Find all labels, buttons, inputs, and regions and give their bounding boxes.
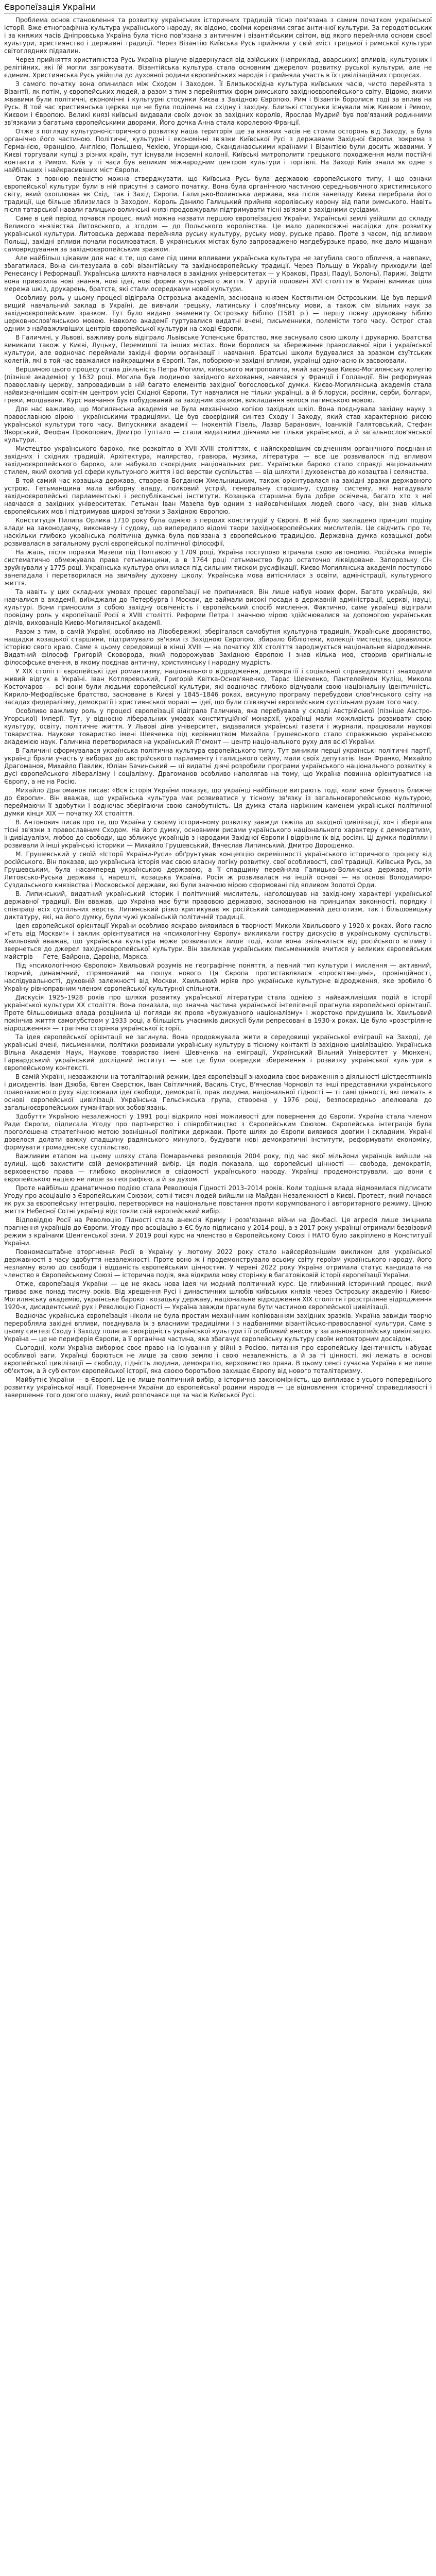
article-paragraph: Повномасштабне вторгнення Росії в Україну у лютому 2022 року стало найсерйознішим викликом для української державності з часу здобуття незалежності. Проте воно ж і продемонструвало всьому світу героїзм українського народу, його незламну волю до свободи і відданість європейським цінностям. У червні 2022 року Україна отримала статус кандидата на членство в Європейському Союзі — історична подія, яка відкрила нову сторінку в багатовіковій історії європеїзації України. bbox=[4, 1248, 432, 1279]
article-paragraph: На жаль, після поразки Мазепи під Полтавою у 1709 році, Україна поступово втрачала свою автономію. Російська імперія систематично обмежувала права гетьманщини, а в 1764 році гетьманство було остаточно ліквідоване. Запорозьку Січ зруйнували у 1775 році. Українська культура опинилася під сильним тиском русифікації. Києво-Могилянська академія поступово занепадала і перетворилася на звичайну духовну школу. Українська мова витіснялася з освіти, адміністрації, культурного життя. bbox=[4, 549, 432, 587]
article-paragraph: В той самий час козацька держава, створена Богданом Хмельницьким, також орієнтувалася на західні зразки державного устрою. Гетьманщина мала виборну владу, полковий устрій, генеральну старшину, судову систему, які нагадували західноєвропейські парламентські і республіканські інститути. Козацька старшина була добре освічена, багато хто з неї навчався в західних університетах. Гетьман Іван Мазепа був одним з найосвіченіших людей свого часу, він знав кілька європейських мов і підтримував широкі зв'язки з Західною Європою. bbox=[4, 477, 432, 515]
article-paragraph: Саме в цей період почався процес, який можна назвати першою європеїзацією України. Українські землі увійшли до складу Великого князівства Литовського, а згодом — до Польського королівства. Це мало далекосяжні наслідки для розвитку української культури. Литовська держава перейняла руську культуру, руську мову, руське право. Проте з часом, під впливом Польщі, західні впливи почали посилюватися. В українських містах було запроваджено магдебурзьке право, яке дало міщанам самоврядування за західноєвропейським зразком. bbox=[4, 215, 432, 253]
article-paragraph: Мистецтво українського бароко, яке розквітло в XVII–XVIII століттях, є найяскравішим свідченням органічного поєднання західних і східних традицій. Архітектура, малярство, гравюра, музика, література — все це розвивалося під впливом західноєвропейського бароко, але набувало своєрідних національних рис. Українське бароко стало справді національним стилем, який охопив усі сфери культурного життя і всі верстви суспільства — від шляхти і духовенства до козацтва і селянства. bbox=[4, 445, 432, 476]
article-paragraph: Особливу роль у цьому процесі відіграла Острозька академія, заснована князем Костянтином Острозьким. Це був перший вищий навчальний заклад в Україні, де вивчали грецьку, латинську і слов'янську мови, а також сім вільних наук за західноєвропейським зразком. Тут було видано знамениту Острозьку Біблію (1581 р.) — першу повну друковану Біблію церковнослов'янською мовою. Навколо академії гуртувалися видатні вчені, письменники, полемісти того часу. Острог став одним з найважливіших центрів європейської культури на сході Європи. bbox=[4, 294, 432, 332]
article-title: Європеїзація України bbox=[4, 2, 432, 14]
article-paragraph: Сьогодні, коли Україна виборює своє право на існування у війні з Росією, питання про європейську ідентичність набуває особливої ваги. Українці борються не лише за свою землю і свою незалежність, а й за ті цінності, які лежать в основі європейської цивілізації — свободу, гідність людини, демократію, верховенство права. В цьому сенсі сучасна Україна є не лише об'єктом, а й суб'єктом європейської історії, яка своєю боротьбою захищає Європу від нового тоталітаризму. bbox=[4, 1344, 432, 1375]
article-paragraph: Здобуття Україною незалежності у 1991 році відкрило нові можливості для повернення до Європи. Україна стала членом Ради Європи, підписала Угоду про партнерство і співробітництво з Європейським Союзом. Європейська інтеграція була проголошена стратегічною метою зовнішньої політики держави. Проте шлях до Європи виявився довгим і складним. Україні довелося долати важку спадщину радянського минулого, будувати нові демократичні інститути, реформувати економіку, формувати громадянське суспільство. bbox=[4, 1113, 432, 1151]
article-paragraph: Але найбільш цікавим для нас є те, що саме під цими впливами українська культура не загубила свого обличчя, а навпаки, збагатилася. Вона синтезувала в собі візантійську та західноєвропейську традиції. Через Польщу в Україну приходили ідеї Ренесансу і Реформації. Українська шляхта навчалася в західних університетах — у Кракові, Празі, Падуї, Болоньї, Парижі. Звідти вона привозила нові знання, нові ідеї, нові форми культурного життя. У другій половині XVI століття в Україні виникає ціла мережа шкіл, друкарень, братств, які стали осередками нової культури. bbox=[4, 255, 432, 293]
article-paragraph: В. Антонович писав про те, що Україна у своєму історичному розвитку завжди тяжіла до західної цивілізації, хоч і зберігала тісні зв'язки з православним Сходом. На його думку, основними рисами українського національного характеру є демократизм, індивідуалізм, любов до свободи, що зближує українців з народами Західної Європи і відрізняє їх від росіян. Ці думки поділяли і розвивали й інші українські історики — Михайло Грушевський, Вячеслав Липинський, Дмитро Дорошенко. bbox=[4, 819, 432, 849]
article-paragraph: Через прийняття християнства Русь-Україна рішуче відвернулася від азійських (наприклад, аварських) впливів, культурних і релігійних, які їй могли загрожувати. Візантійська культура стала основним джерелом розвитку руської культури, але не єдиним. Християнська Русь увійшла до духовної родини європейських народів і прийняла участь в їх цивілізаційних процесах. bbox=[4, 56, 432, 79]
article-paragraph: Майбутнє України — в Європі. Це не лише політичний вибір, а історична закономірність, що випливає з усього попереднього розвитку української нації. Повернення України до європейської родини народів — це відновлення історичної справедливості і завершення того довгого шляху, який розпочався ще за часів Київської Русі. bbox=[4, 1376, 432, 1399]
article-paragraph: З самого початку вона опинилася між Сходом і Заходом. Її Близькосхідна культура київських часів, чисто перейнята з Візантії, як потім, у європейських людей, а разом з тим з перейнятих форм римського західноєвропейського світу. Відомо, якими жвавими були політичні, економічні і культурні стосунки Києва з Західною Європою. Рим і Візантія боролися тоді за вплив на Русь. В той час християнська церква ще не була поділена на східну і західну. Близькі стосунки існували між Києвом і Римом, Києвом і Європою. Великі князі київські видавали своїх дочок за західних королів, Ярослав Мудрий був пов'язаний родинними зв'язками з багатьма європейськими дворами. Його дочка Анна стала королевою Франції. bbox=[4, 80, 432, 126]
article-paragraph: Конституція Пилипа Орлика 1710 року була однією з перших конституцій у Європі. В ній було закладено принцип поділу влади на законодавчу, виконавчу і судову, що випередило відомі твори західноєвропейських мислителів. Це свідчить про те, наскільки глибоко українська політична думка була пов'язана з європейською традицією. Державна думка козацької доби розвивалася в загальному руслі європейської політичної філософії. bbox=[4, 517, 432, 547]
article-paragraph: Проте найбільш драматичною подією стала Революція Гідності 2013–2014 років. Коли тодішня влада відмовилася підписати Угоду про асоціацію з Європейським Союзом, сотні тисяч людей вийшли на Майдан Незалежності в Києві. Протест, який почався як рух за європейську інтеграцію, перетворився на національне повстання проти корумпованого і авторитарного режиму. Ціною життя Небесної Сотні українці відстояли свій європейський вибір. bbox=[4, 1184, 432, 1215]
article-paragraph: Та навіть у цих складних умовах процес європеїзації не припинився. Він лише набув нових форм. Багато українців, які навчалися в академії, виїжджали до Петербурга і Москви, де займали високі посади в державній адміністрації, церкві, науці, культурі. Вони приносили з собою західну освіченість і європейський спосіб мислення. Фактично, саме українці відіграли провідну роль у європеїзації Росії в XVIII столітті. Реформи Петра I значною мірою здійснювалися за допомогою українських діячів, вихованців Києво-Могилянської академії. bbox=[4, 588, 432, 626]
article-paragraph: Та ідея європейської орієнтації не загинула. Вона продовжувала жити в середовищі української еміграції на Заході, де українські вчені, письменники, політики розвивали українську культуру в тісному контакті із західною цивілізацією. Українська Вільна Академія Наук, Наукове товариство імені Шевченка на еміграції, Український Вільний Університет у Мюнхені, Гарвардський український дослідний інститут — все це були осередки збереження і розвитку української культури в європейському контексті. bbox=[4, 1033, 432, 1072]
article-paragraph: Вершиною цього процесу стала діяльність Петра Могили, київського митрополита, який заснував Києво-Могилянську колегію (пізніше академію) у 1632 році. Могила був людиною західного виховання, навчався у Франції і Голландії. Він реформував православну церкву, запровадивши в ній багато елементів західної богословської думки. Києво-Могилянська академія стала найвизначнішим освітнім центром усієї Східної Європи. Тут навчалися не тільки українці, а й білоруси, росіяни, серби, болгари, греки, молдавани. Курс навчання був побудований за західним зразком, викладання велося латинською мовою. bbox=[4, 366, 432, 404]
article-paragraph: Важливим етапом на цьому шляху стала Помаранчева революція 2004 року, під час якої мільйони українців вийшли на вулиці, щоб захистити свій демократичний вибір. Ця подія показала, що європейські цінності — свобода, демократія, верховенство права — глибоко вкорінилися в свідомості українського народу. Українці продемонстрували, що вони є європейською нацією не лише за географією, а й за духом. bbox=[4, 1153, 432, 1183]
article-paragraph: У XIX столітті європейські ідеї романтизму, національного відродження, демократії і соціальної справедливості знаходили живий відгук в Україні. Іван Котляревський, Григорій Квітка-Основ'яненко, Тарас Шевченко, Пантелеймон Куліш, Микола Костомаров — всі вони були людьми європейської культури, які водночас глибоко відчували свою національну ідентичність. Кирило-Мефодіївське братство, засноване в Києві у 1845–1846 роках, висунуло програму перебудови слов'янського світу на засадах федералізму, демократії і християнської моралі — ідеї, що були співзвучні європейським суспільним рухам того часу. bbox=[4, 668, 432, 706]
article-paragraph: Особливо важливу роль у процесі європеїзації відіграла Галичина, яка перебувала у складі Австрійської (пізніше Австро-Угорської) імперії. Тут, у відносно ліберальних умовах конституційної монархії, українці мали можливість розвивати свою культуру, освіту, політичне життя. У Львові діяв університет, видавалися українські газети і журнали, працювали наукові товариства. Наукове товариство імені Шевченка під керівництвом Михайла Грушевського стало справжньою українською академією наук. Галичина перетворилася на український П'ємонт — центр національного руху для всієї України. bbox=[4, 707, 432, 745]
article-paragraph: В Галичині сформувалася українська політична культура європейського типу. Тут виникли перші українські політичні партії, українці брали участь у виборах до австрійського парламенту і галицького сейму, мали своїх депутатів. Іван Франко, Михайло Драгоманов, Михайло Павлик, Юліан Бачинський — ці видатні діячі розробили програми українського національного розвитку в дусі європейського лібералізму і соціалізму. Драгоманов особливо наполягав на тому, що Україна повинна орієнтуватися на Європу, а не на Росію. bbox=[4, 747, 432, 785]
article-paragraph: В самій Україні, незважаючи на тоталітарний режим, ідея європеїзації знаходила своє вираження в діяльності шістдесятників і дисидентів. Іван Дзюба, Євген Сверстюк, Іван Світличний, Василь Стус, В'ячеслав Чорновіл та інші представники українського правозахисного руху відстоювали ідеї свободи, демократії, прав людини, національної гідності — ті самі цінності, які лежать в основі європейської цивілізації. Українська Гельсінкська група, створена у 1976 році, безпосередньо апелювала до загальноєвропейських гуманітарних зобов'язань. bbox=[4, 1073, 432, 1111]
article-paragraph: Разом з тим, в самій Україні, особливо на Лівобережжі, зберігалася самобутня культурна традиція. Українське дворянство, нащадки козацької старшини, підтримувало зв'язки із Західною Європою, збирало бібліотеки, колекції мистецтва, цікавилося історією свого краю. Саме в цьому середовищі в кінці XVIII — на початку XIX століття зароджується національне відродження. Видатний філософ Григорій Сковорода, який подорожував Західною Європою і знав кілька мов, створив оригінальне філософське вчення, в якому поєднав античну, християнську і народну мудрість. bbox=[4, 628, 432, 666]
article-paragraph: Під «психологічною Європою» Хвильовий розумів не географічне поняття, а певний тип культури і мислення — активний, творчий, динамічний, спрямований на пошук нового. Ця Європа протиставлялася «просвітянщині», провінційності, наслідувальності, духовній залежності від Москви. Хвильовий мріяв про українське культурне відродження, яке зробило б Україну рівноправним членом європейської культурної спільноти. bbox=[4, 962, 432, 992]
article-paragraph: Отже, європеїзація України — це не якась нова ідея чи модний політичний курс. Це глибинний історичний процес, який триває вже понад тисячу років. Від хрещення Русі і династичних шлюбів київських князів через Острозьку академію і Києво-Могилянську академію, українське бароко і козацьку державу, національне відродження XIX століття і розстріляне відродження 1920-х, дисидентський рух і Революцію Гідності — Україна завжди прагнула бути частиною європейської цивілізації. bbox=[4, 1280, 432, 1311]
article-paragraph: Отак з повною певністю можна стверджувати, що Київська Русь була державою європейського типу, і що ознаки європейської культури були в ній присутні з самого початку. Вона була органічною частиною середньовічного християнського світу, який охоплював як Схід, так і Захід Європи. Галицько-Волинська держава, яка після занепаду Києва перебрала його традиції, ще більше зблизилася із Заходом. Король Данило Галицький прийняв королівську корону від папи римського. Навіть після татарської навали галицько-волинські князі продовжували підтримувати тісні зв'язки з західними сусідами. bbox=[4, 175, 432, 213]
article-paragraph: М. Грушевський у своїй «Історії України-Руси» обґрунтував концепцію окремішності українського історичного процесу від російського. Він показав, що українська історія має свою власну логіку розвитку, свої особливості, свої традиції. Київська Русь, за Грушевським, була насамперед українською державою, а її спадщину перейняла Галицько-Волинська держава, потім Литовсько-Руська держава і, нарешті, козацька Україна. Росія ж розвивалася на іншій основі — на основі Володимиро-Суздальського князівства і Московської держави, які були значною мірою сформовані під впливом Золотої Орди. bbox=[4, 851, 432, 889]
article-paragraph: В Галичині, у Львові, важливу роль відіграло Львівське Успенське братство, яке заснувало свою школу і друкарню. Братства виникали також у Києві, Луцьку, Перемишлі та інших містах. Вони боролися за збереження православної віри і української культури, але водночас переймали західні форми організації і навчання. Братські школи будувалися за зразком єзуїтських колегій, які в той час вважалися найкращими в Європі. Так, поборюючи західні впливи, українці одночасно їх засвоювали. bbox=[4, 334, 432, 364]
article-paragraph: Ідея європейської орієнтації України особливо яскраво виявилася в творчості Миколи Хвильового у 1920-х роках. Його гасло «Геть від Москви!» і заклик орієнтуватися на «психологічну Європу» викликали гостру дискусію в українському суспільстві. Хвильовий вважав, що українська культура може розвиватися лише тоді, коли вона звільниться від російського впливу і звернеться до джерел західноєвропейської культури. Він закликав українських письменників вчитися у великих європейських майстрів — Гете, Байрона, Дарвіна, Маркса. bbox=[4, 922, 432, 960]
article-paragraph: Отже з погляду культурно-історичного розвитку наша територія ще за княжих часів не стояла осторонь від Заходу, а була органічно його частиною. Політичні, культурні і економічні зв'язки Київської Русі з державами Західної Європи, зокрема з Германією, Францією, Англією, Польщею, Чехією, Угорщиною, Скандинавськими країнами і Візантією були досить жвавими. У Києві торгували купці з різних країн, тут існували іноземні колонії. Київські митрополити грецького походження мали постійні контакти з Римом. Київ у ті часи був великим міжнародним центром культури і торгівлі. На Заході Київ знали як одне з найбільших і найкрасивіших міст Європи. bbox=[4, 128, 432, 174]
article-paragraph: Дискусія 1925–1928 років про шляхи розвитку української літератури стала однією з найважливіших подій в історії української культури XX століття. Вона показала, що значна частина української інтелігенції прагнула європейської орієнтації. Проте більшовицька влада розцінила ці погляди як прояв «буржуазного націоналізму» і жорстоко придушила їх. Хвильовий покінчив життя самогубством у 1933 році, а більшість учасників дискусії були репресовані в 1930-х роках. Це було «розстріляне відродження» — трагічна сторінка української історії. bbox=[4, 994, 432, 1032]
article-paragraph: Проблема основ становлення та розвитку українських історичних традицій тісно пов'язана з самим початком української історії. Вже етнографічна культура українського народу, як відомо, своїми коренями сягає античної культури. За геродотівських і за княжих часів Дніпровська Україна була тісно пов'язана з античним і візантійським світом, від якого перейняла основи своєї культури, християнство і державні традиції. Через Візантію Київська Русь прийняла у свій зміст грецької і римської культури світоглядних підвалин. bbox=[4, 16, 432, 55]
article-paragraph: Михайло Драгоманов писав: «Вся історія України показує, що українці найбільше виграють тоді, коли вони бувають ближче до Європи». Він вважав, що українська культура має розвиватися у тісному зв'язку із загальноєвропейською культурою, переймаючи її здобутки і водночас зберігаючи свою самобутність. Ця думка стала наріжним каменем української політичної думки кінця XIX — початку XX століття. bbox=[4, 787, 432, 817]
article-paragraph: Відповіддю Росії на Революцію Гідності стала анексія Криму і розв'язання війни на Донбасі. Ця агресія лише зміцнила прагнення українців до Європи. Угоду про асоціацію з ЄС було підписано у 2014 році, а з 2017 року українці отримали безвізовий режим з країнами Шенгенської зони. У 2019 році курс на членство в Європейському Союзі і НАТО було закріплено в Конституції України. bbox=[4, 1216, 432, 1247]
article-paragraph: В. Липинський, видатний український історик і політичний мислитель, наголошував на західному характері української державної традиції. Він вважав, що Україна має бути правовою державою, заснованою на принципах законності, порядку і співпраці всіх суспільних верств. Липинський різко критикував як російський самодержавний деспотизм, так і більшовицьку диктатуру, які, на його думку, були чужі українській політичній традиції. bbox=[4, 890, 432, 921]
article-paragraph: Водночас українська європеїзація ніколи не була простим механічним копіюванням західних зразків. Україна завжди творчо переробляла західні впливи, поєднувала їх з власними традиціями і з надбаннями візантійсько-православної культури. Саме в цьому синтезі Сходу і Заходу полягає своєрідність української культури і її особливий внесок у загальноєвропейську цивілізацію. Україна — це не периферія Європи, а її органічна частина, яка збагачує європейську культуру своїм неповторним досвідом. bbox=[4, 1312, 432, 1343]
article-paragraph: Для нас важливо, що Могилянська академія не була механічною копією західних шкіл. Вона поєднувала західну науку з православною вірою і українськими традиціями. Це був своєрідний синтез Сходу і Заходу, який став характерною рисою української культури того часу. Випускники академії — Інокентій Гізель, Лазар Баранович, Іоаникій Галятовський, Стефан Яворський, Феофан Прокопович, Дмитро Туптало — стали видатними діячами не тільки української, а й загальнослов'янської культури. bbox=[4, 405, 432, 444]
article-body bbox=[4, 16, 432, 1399]
